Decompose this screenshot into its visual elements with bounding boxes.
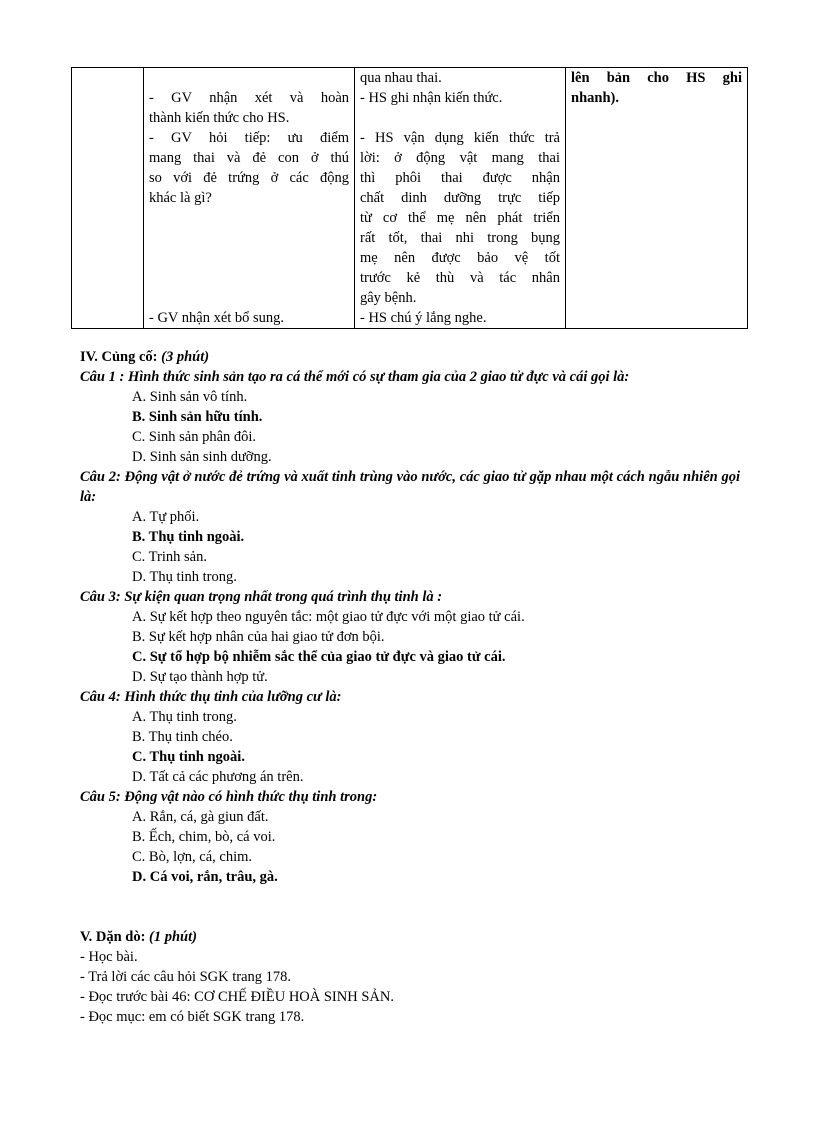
table-col-content [566, 68, 748, 329]
table-line: - HS vận dụng kiến thức trả [360, 130, 560, 146]
answer-option: D. Tất cả các phương án trên. [132, 769, 304, 785]
answer-option: B. Ếch, chim, bò, cá voi. [132, 829, 276, 845]
table-col-teacher-activity [144, 68, 355, 329]
table-line [149, 248, 349, 268]
quiz-questions [80, 367, 740, 887]
table-line: lời: ở động vật mang thai [360, 150, 560, 166]
answer-option: A. Sự kết hợp theo nguyên tắc: một giao tử đực với một giao tử cái. [132, 609, 525, 625]
section-consolidation [80, 347, 740, 887]
table-line: - GV hỏi tiếp: ưu điểm [149, 130, 349, 146]
answer-option: D. Thụ tinh trong. [132, 569, 237, 585]
table-line: mẹ nên được bảo vệ tốt [360, 250, 560, 266]
answer-option: A. Tự phối. [132, 509, 200, 525]
answer-option: B. Thụ tinh ngoài. [132, 529, 245, 545]
homework-item: - Học bài. [80, 949, 138, 965]
question-text: Câu 4: Hình thức thụ tinh của lưỡng cư là: [80, 689, 342, 705]
table-line: gây bệnh. [360, 290, 417, 306]
answer-option: C. Sinh sản phân đôi. [132, 429, 257, 445]
homework-list [80, 947, 394, 1027]
table-line: qua nhau thai. [360, 70, 442, 86]
answer-option: B. Sinh sản hữu tính. [132, 409, 263, 425]
table-line: mang thai và đẻ con ở thú [149, 150, 349, 166]
section-4-heading: IV. Củng cố: (3 phút) [80, 349, 210, 365]
table-line: - GV nhận xét và hoàn [149, 90, 349, 106]
table-line [149, 208, 349, 228]
table-line: - HS ghi nhận kiến thức. [360, 90, 503, 106]
answer-option: C. Sự tổ hợp bộ nhiễm sắc thể của giao tử đực và giao tử cái. [132, 649, 506, 665]
homework-item: - Đọc mục: em có biết SGK trang 178. [80, 1009, 305, 1025]
table-col-student-activity [355, 68, 566, 329]
table-line [149, 68, 349, 88]
table-line: chất dinh dưỡng trực tiếp [360, 190, 560, 206]
table-line: lên bản cho HS ghi [571, 70, 742, 86]
table-line [149, 228, 349, 248]
table-line [360, 108, 560, 128]
table-line: thành kiến thức cho HS. [149, 110, 290, 126]
homework-item: - Trả lời các câu hỏi SGK trang 178. [80, 969, 292, 985]
answer-option: B. Thụ tinh chéo. [132, 729, 233, 745]
lesson-activity-table [71, 67, 748, 329]
table-line: thì phôi thai được nhận [360, 170, 560, 186]
answer-option: C. Bò, lợn, cá, chim. [132, 849, 253, 865]
table-line [149, 268, 349, 288]
section-homework [80, 927, 394, 1027]
answer-option: A. Rắn, cá, gà giun đất. [132, 809, 269, 825]
table-line: nhanh). [571, 90, 619, 106]
section-5-heading: V. Dặn dò: (1 phút) [80, 929, 197, 945]
answer-option: B. Sự kết hợp nhân của hai giao tử đơn bội. [132, 629, 385, 645]
question-text: Câu 1 : Hình thức sinh sản tạo ra cá thể mới có sự tham gia của 2 giao tử đực và cái gọi là: [80, 369, 630, 385]
homework-item: - Đọc trước bài 46: CƠ CHẾ ĐIỀU HOÀ SINH SẢN. [80, 989, 394, 1005]
table-line: trước kẻ thù và tác nhân [360, 270, 560, 286]
table-line: - GV nhận xét bổ sung. [149, 310, 285, 326]
table-line: từ cơ thể mẹ nên phát triển [360, 210, 560, 226]
answer-option: C. Trinh sản. [132, 549, 207, 565]
table-line: khác là gì? [149, 190, 212, 206]
table-line [149, 288, 349, 308]
answer-option: C. Thụ tinh ngoài. [132, 749, 245, 765]
answer-option: D. Sinh sản sinh dưỡng. [132, 449, 272, 465]
answer-option: A. Thụ tinh trong. [132, 709, 237, 725]
table-line: so với đẻ trứng ở các động [149, 170, 349, 186]
table-line: - HS chú ý lắng nghe. [360, 310, 487, 326]
question-text: Câu 2: Động vật ở nước đẻ trứng và xuất tinh trùng vào nước, các giao tử gặp nhau một cách ngẫu nhiên gọi là: [80, 469, 740, 505]
answer-option: D. Cá voi, rắn, trâu, gà. [132, 869, 278, 885]
question-text: Câu 3: Sự kiện quan trọng nhất trong quá trình thụ tinh là : [80, 589, 443, 605]
answer-option: D. Sự tạo thành hợp tử. [132, 669, 268, 685]
answer-option: A. Sinh sản vô tính. [132, 389, 248, 405]
table-col-empty [72, 68, 144, 329]
table-line: rất tốt, thai nhi trong bụng [360, 230, 560, 246]
question-text: Câu 5: Động vật nào có hình thức thụ tinh trong: [80, 789, 378, 805]
